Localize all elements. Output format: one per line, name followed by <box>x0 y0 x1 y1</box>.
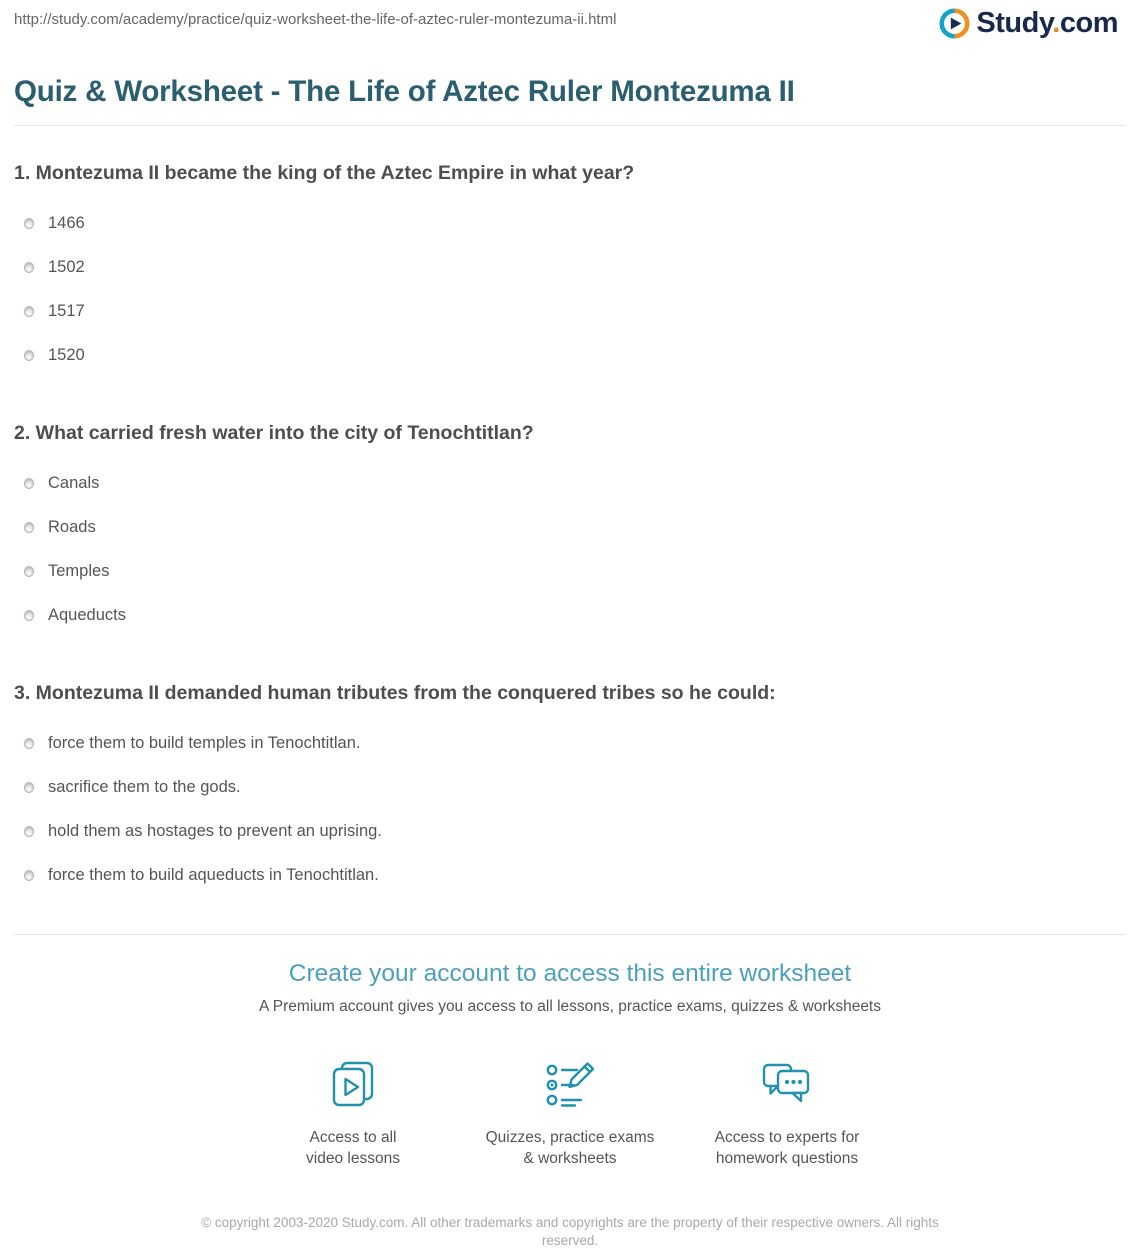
question-2-text: 2. What carried fresh water into the city of Tenochtitlan? <box>14 422 534 444</box>
radio-button[interactable] <box>24 522 34 533</box>
feature-homework-experts <box>679 1056 896 1169</box>
option-label[interactable]: force them to build aqueducts in Tenochtitlan. <box>48 866 379 884</box>
feature-row <box>14 1056 1126 1169</box>
radio-button[interactable] <box>24 566 34 577</box>
question-1-option-2[interactable] <box>14 256 1126 278</box>
question-3-text: 3. Montezuma II demanded human tributes from the conquered tribes so he could: <box>14 682 776 704</box>
question-2-option-1[interactable] <box>14 472 1126 494</box>
option-label[interactable]: Aqueducts <box>48 606 126 624</box>
feature-label: Access to experts for homework questions <box>714 1129 860 1167</box>
radio-button[interactable] <box>24 262 34 273</box>
option-label[interactable]: force them to build temples in Tenochtitlan. <box>48 734 361 752</box>
radio-button[interactable] <box>24 306 34 317</box>
page-url: http://study.com/academy/practice/quiz-worksheet-the-life-of-aztec-ruler-montezuma-ii.html <box>14 11 617 28</box>
logo-wordmark: Study.com <box>976 7 1118 39</box>
question-1 <box>14 126 1126 366</box>
option-label[interactable]: Canals <box>48 474 100 492</box>
question-1-option-4[interactable] <box>14 344 1126 366</box>
chat-experts-icon <box>679 1056 896 1114</box>
option-label[interactable]: 1517 <box>48 302 85 320</box>
option-label[interactable]: 1466 <box>48 214 85 232</box>
option-label[interactable]: hold them as hostages to prevent an uprising. <box>48 822 382 840</box>
option-label[interactable]: 1502 <box>48 258 85 276</box>
quiz-pencil-icon <box>462 1056 679 1114</box>
feature-video-lessons <box>245 1056 462 1169</box>
radio-button[interactable] <box>24 610 34 621</box>
feature-quizzes-worksheets <box>462 1056 679 1169</box>
radio-button[interactable] <box>24 782 34 793</box>
video-lessons-icon <box>245 1056 462 1114</box>
feature-label: Quizzes, practice exams & worksheets <box>485 1129 655 1167</box>
option-label[interactable]: sacrifice them to the gods. <box>48 778 241 796</box>
radio-button[interactable] <box>24 218 34 229</box>
question-1-option-1[interactable] <box>14 212 1126 234</box>
create-account-section <box>14 934 1126 1169</box>
quiz-question-list <box>14 126 1126 886</box>
page-title: Quiz & Worksheet - The Life of Aztec Ruler Montezuma II <box>14 75 795 108</box>
question-3 <box>14 626 1126 886</box>
cta-heading: Create your account to access this entire worksheet <box>288 960 852 987</box>
radio-button[interactable] <box>24 478 34 489</box>
page-header <box>0 0 1140 48</box>
copyright-notice: © copyright 2003-2020 Study.com. All other trademarks and copyrights are the property of their respective owners. All rights reserved. <box>201 1215 939 1248</box>
option-label[interactable]: Roads <box>48 518 96 536</box>
question-2-option-3[interactable] <box>14 560 1126 582</box>
radio-button[interactable] <box>24 870 34 881</box>
option-label[interactable]: Temples <box>48 562 110 580</box>
question-2-option-2[interactable] <box>14 516 1126 538</box>
question-3-option-3[interactable] <box>14 820 1126 842</box>
radio-button[interactable] <box>24 350 34 361</box>
feature-label: Access to all video lessons <box>306 1129 400 1167</box>
cta-subheading: A Premium account gives you access to all lessons, practice exams, quizzes & worksheets <box>259 998 881 1015</box>
question-2-option-4[interactable] <box>14 604 1126 626</box>
radio-button[interactable] <box>24 738 34 749</box>
studycom-logo[interactable] <box>939 7 1118 40</box>
option-label[interactable]: 1520 <box>48 346 85 364</box>
play-circle-icon <box>939 8 970 39</box>
question-3-option-2[interactable] <box>14 776 1126 798</box>
question-1-text: 1. Montezuma II became the king of the Aztec Empire in what year? <box>14 162 635 184</box>
radio-button[interactable] <box>24 826 34 837</box>
question-3-option-1[interactable] <box>14 732 1126 754</box>
question-3-option-4[interactable] <box>14 864 1126 886</box>
question-2 <box>14 366 1126 626</box>
question-1-option-3[interactable] <box>14 300 1126 322</box>
